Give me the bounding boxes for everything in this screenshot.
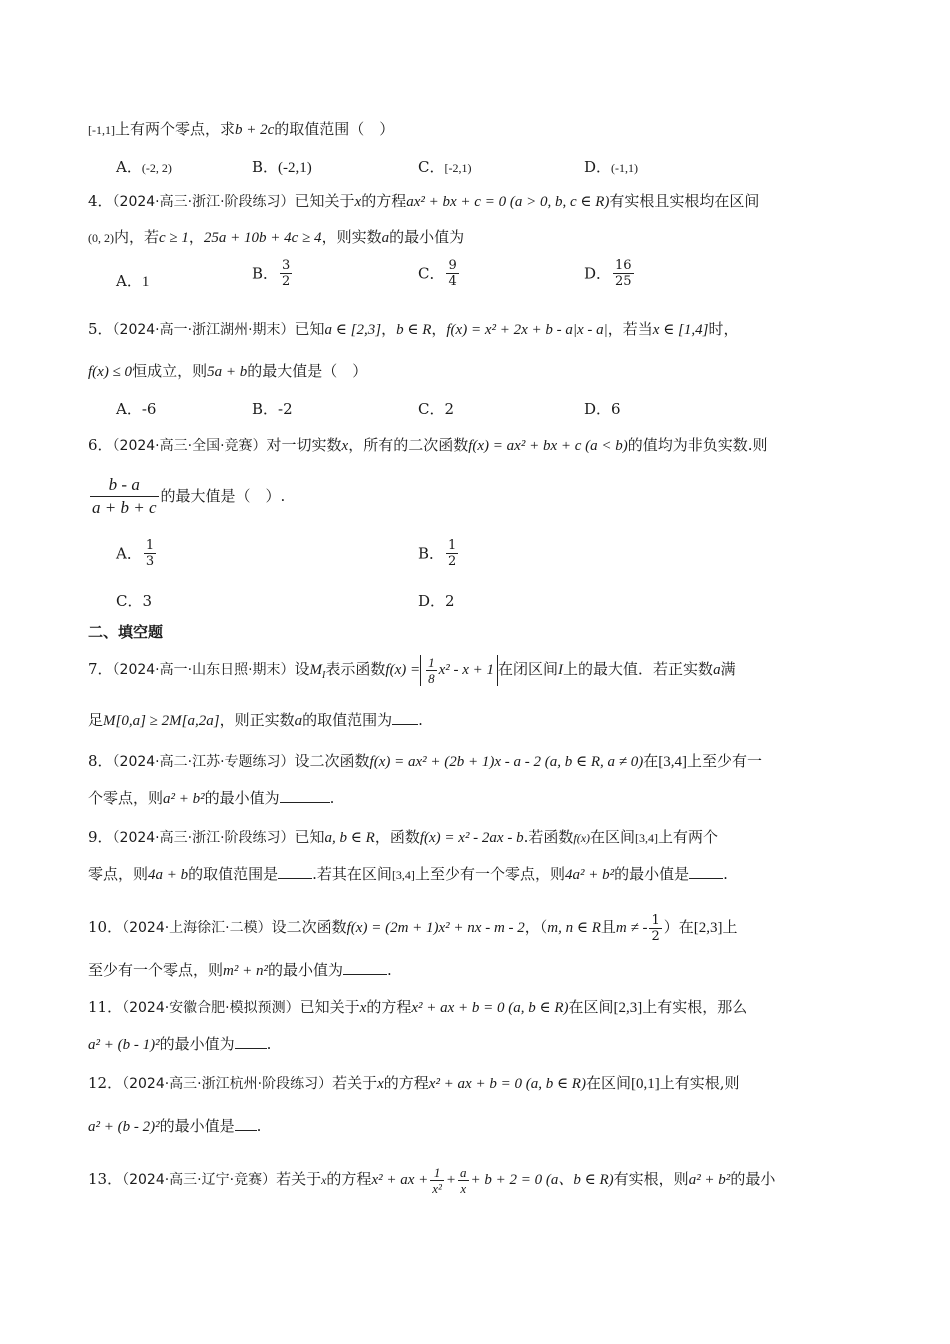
text-q4-t6: 的最小值为	[389, 228, 465, 246]
text-q4-t4: 内，若	[114, 228, 160, 246]
text-q4-options-2-label: C．	[418, 264, 445, 283]
text-q10-t3: 且	[600, 918, 616, 936]
text-q3-expr: b + 2c	[235, 122, 275, 138]
text-q12-var: x	[377, 1076, 384, 1092]
q5-option-d[interactable]	[584, 398, 621, 420]
text-q11-t4: 上有实根，那么	[642, 998, 748, 1016]
text-q9-line2_t3: .若其在区间	[312, 865, 392, 883]
text-q10-source: （2024·上海徐汇·二模）	[122, 920, 272, 936]
text-q5-cond_b: b ∈ R	[396, 322, 432, 338]
text-q4-eq: ax² + bx + c = 0 (a > 0, b, c ∈ R)	[406, 194, 610, 210]
q13-stem-line1	[88, 1162, 864, 1197]
text-q7-end: .	[418, 711, 423, 729]
text-q11-var: x	[359, 1000, 367, 1016]
q8-answer-blank[interactable]	[280, 786, 330, 803]
text-q7-cond: M[0,a] ≥ 2M[a,2a]	[103, 713, 220, 729]
text-q8-line2_end: 的最小值为	[204, 789, 280, 807]
text-q5-cond_a: a ∈ [2,3]	[324, 322, 382, 338]
q4-stem-line1	[88, 190, 864, 213]
text-q11-line2_end: 的最小值为	[159, 1035, 235, 1053]
text-q7-var_a: a	[713, 662, 721, 678]
text-q9-source: （2024·高三·浙江·阶段练习）	[112, 830, 295, 846]
text-q4-options-3-label: D．	[584, 264, 612, 283]
text-q11-end: .	[266, 1035, 272, 1053]
q5-option-a[interactable]	[116, 398, 156, 420]
text-q11-t2: 的方程	[366, 998, 412, 1016]
text-q9-func: f(x) = x² - 2ax - b	[419, 830, 524, 846]
q6-option-b[interactable]	[418, 538, 460, 569]
text-q8-line2_t: 个零点，则	[88, 789, 164, 807]
q11-stem-line2	[88, 1032, 864, 1056]
text-q7-abs_num: 1	[428, 655, 435, 671]
text-q9-t2: ，函数	[374, 828, 420, 846]
text-q3-options-3-label: D．	[584, 158, 612, 176]
text-q8-t2: 在	[643, 752, 659, 770]
text-q4-interval: (0, 2)	[88, 231, 114, 245]
text-q3-options-2-value: [-2,1)	[444, 161, 472, 175]
text-q9-cond: a, b ∈ R	[324, 830, 375, 846]
text-q9-expr1: 4a + b	[148, 867, 189, 883]
text-q10-t2: ，（	[524, 918, 548, 936]
text-q6-options-0-num: 1	[145, 538, 155, 553]
text-q7-var_I: I	[558, 662, 564, 678]
text-q7-t4: 上的最大值．若正实数	[563, 660, 714, 678]
q12-stem-line1	[88, 1072, 864, 1095]
q7-stem-line2	[88, 708, 864, 732]
text-q12-t2: 的方程	[383, 1074, 429, 1092]
text-q7-t5: 满	[720, 660, 736, 678]
text-q5-options-1-label: B．	[252, 400, 279, 418]
text-q10-cond2_left: m ≠ -	[615, 920, 648, 936]
q5-stem-line2	[88, 360, 864, 383]
q3-stem	[88, 118, 864, 141]
text-q8-end: .	[329, 789, 335, 807]
text-q5-line2_t: 恒成立，则	[132, 362, 208, 380]
q9-answer-blank-2[interactable]	[689, 862, 723, 879]
text-q7-sym_sub: I	[322, 670, 326, 681]
text-q9-line2_t4: 上至少有一个零点，则	[414, 865, 565, 883]
q4-option-b[interactable]	[252, 258, 294, 289]
text-q5-t3: 时，	[708, 320, 739, 338]
text-q10-line2_end: 的最小值为	[267, 961, 343, 979]
text-q9-expr2: 4a² + b²	[564, 867, 615, 883]
text-q13-t3: 有实根，则	[613, 1170, 689, 1188]
q5-option-b[interactable]	[252, 398, 293, 420]
q4-option-d[interactable]	[584, 258, 636, 289]
text-q5-line2_expr: f(x) ≤ 0	[88, 364, 133, 380]
q3-option-b[interactable]	[252, 156, 312, 179]
q4-option-a[interactable]	[116, 270, 149, 293]
text-q6-options-1-num: 1	[448, 538, 457, 553]
text-q7-t2: 表示函数	[325, 660, 386, 678]
text-q7-num: 7．	[88, 660, 113, 678]
text-q9-t5: 上有两个	[658, 828, 719, 846]
text-q10-cond1: m, n ∈ R	[547, 920, 601, 936]
text-q6-t1: 对一切实数	[266, 436, 342, 454]
text-q5-func: f(x) = x² + 2x + b - a|x - a|	[446, 322, 608, 338]
text-q10-cond2_num: 1	[651, 912, 660, 928]
text-q10-t5: 上	[722, 918, 738, 936]
text-q6-frac_num: b - a	[90, 474, 159, 497]
q3-option-c[interactable]	[418, 156, 471, 179]
text-q13-t2: 的方程	[326, 1170, 372, 1188]
text-q6-func: f(x) = ax² + bx + c (a < b)	[468, 438, 628, 454]
text-q12-eq: x² + ax + b = 0 (a, b ∈ R)	[428, 1076, 586, 1092]
q7-answer-blank[interactable]	[392, 708, 418, 725]
q4-stem-line2	[88, 226, 864, 249]
text-q11-eq: x² + ax + b = 0 (a, b ∈ R)	[411, 1000, 569, 1016]
text-q9-interval: [3,4]	[635, 831, 659, 845]
q12-answer-blank[interactable]	[235, 1114, 257, 1131]
text-q6-options-1-label: B．	[418, 544, 445, 563]
text-q10-interval: [2,3]	[693, 920, 723, 936]
q10-answer-blank[interactable]	[343, 958, 387, 975]
text-q3-options-2-label: C．	[418, 158, 445, 176]
text-q12-t4: 上有实根,则	[659, 1074, 740, 1092]
text-q4-cond2: 25a + 10b + 4c ≥ 4	[203, 230, 322, 246]
text-q6-frac_den: a + b + c	[92, 497, 157, 517]
text-q12-line2_end: 的最小值是	[159, 1117, 235, 1135]
text-q6-t2: ，所有的二次函数	[348, 436, 469, 454]
text-q6-options-2-value: 3	[142, 592, 153, 610]
text-q4-t5: ，则实数	[321, 228, 382, 246]
text-q4-var: x	[354, 194, 362, 210]
text-q5-options-2-label: C．	[418, 400, 445, 418]
text-q9-t3: .若函数	[523, 828, 574, 846]
text-q12-num: 12．	[88, 1074, 123, 1092]
text-q13-num: 13．	[88, 1170, 123, 1188]
text-q12-source: （2024·高三·浙江杭州·阶段练习）	[122, 1076, 333, 1092]
text-q6-options-3-value: 2	[445, 592, 455, 610]
q9-stem-line1	[88, 826, 864, 849]
text-q5-cond_x: x ∈ [1,4]	[652, 322, 709, 338]
text-q3-text_a: 上有两个零点，求	[115, 120, 236, 138]
text-q13-var: x	[321, 1173, 327, 1187]
text-q8-line2_expr: a² + b²	[163, 791, 205, 807]
q3-interval: [-1,1]	[88, 123, 115, 137]
q10-stem-line1	[88, 910, 864, 945]
text-q4-sep: ，	[188, 228, 204, 246]
q3-option-a[interactable]	[116, 156, 172, 179]
text-q8-t3: 上至少有一	[687, 752, 763, 770]
text-q4-num: 4．	[88, 192, 113, 210]
text-q13-t4: 的最小	[730, 1170, 776, 1188]
q12-stem-line2	[88, 1114, 864, 1138]
text-q5-source: （2024·高一·浙江湖州·期末）	[112, 322, 295, 338]
q6-option-d[interactable]	[418, 590, 455, 612]
text-q6-t4: 的最大值是（ ）.	[160, 487, 286, 505]
q9-answer-blank-1[interactable]	[278, 862, 312, 879]
text-q13-f2_den: x	[460, 1180, 467, 1196]
text-q7-var_a: a	[294, 713, 303, 729]
q6-option-c[interactable]	[116, 590, 152, 612]
text-q9-interval: [3,4]	[391, 868, 415, 882]
text-q4-options-2-num: 9	[448, 258, 457, 273]
text-q7-sym: M	[309, 662, 323, 678]
q6-stem-line2	[88, 470, 864, 521]
text-q5-options-3-label: D．	[584, 400, 612, 418]
text-q4-cond1: c ≥ 1	[159, 230, 189, 246]
text-q7-line2_end: 的取值范围为	[302, 711, 393, 729]
text-q13-expr: a² + b²	[688, 1172, 731, 1188]
text-q11-line2_expr: a² + (b - 1)²	[88, 1037, 160, 1053]
text-q11-t1: 已知关于	[299, 998, 360, 1016]
text-q6-num: 6．	[88, 436, 113, 454]
text-q5-options-1-value: -2	[278, 400, 293, 418]
text-q6-options-0-label: A．	[116, 544, 142, 563]
text-q4-options-1-num: 3	[282, 258, 291, 273]
q6-fraction	[90, 474, 159, 519]
text-q10-cond2_den: 2	[651, 928, 660, 944]
text-q4-options-1-den: 2	[282, 274, 291, 289]
text-q5-options-0-label: A．	[116, 400, 142, 418]
text-q6-source: （2024·高三·全国·竞赛）	[112, 438, 267, 454]
text-q8-func: f(x) = ax² + (2b + 1)x - a - 2 (a, b ∈ R, a ≠ 0)	[369, 754, 644, 770]
text-q5-num: 5．	[88, 320, 113, 338]
text-q3-text_b: 的取值范围（ ）	[274, 120, 395, 138]
text-q10-t1: 设二次函数	[271, 918, 347, 936]
text-q13-eq_b: + b + 2 = 0 (a、b ∈ R)	[470, 1172, 614, 1188]
text-q9-line2_t2: 的取值范围是	[188, 865, 279, 883]
q4-option-c[interactable]	[418, 258, 461, 289]
text-q4-options-3-num: 16	[615, 258, 632, 273]
text-q11-t3: 在区间	[568, 998, 614, 1016]
text-q10-line2_expr: m² + n²	[223, 963, 268, 979]
text-q6-options-2-label: C．	[116, 592, 143, 610]
text-q9-num: 9．	[88, 828, 113, 846]
text-q13-f2_num: a	[460, 1164, 467, 1180]
text-q6-options-0-den: 3	[145, 554, 155, 569]
text-q8-interval: [3,4]	[658, 754, 688, 770]
text-q6-options-1-den: 2	[448, 554, 457, 569]
text-q5-t1: 已知	[294, 320, 325, 338]
text-q5-options-0-value: -6	[141, 400, 157, 418]
section-title: 二、填空题	[88, 623, 164, 641]
text-q6-t3: 的值均为非负实数.则	[627, 436, 768, 454]
q5-option-c[interactable]	[418, 398, 454, 420]
text-q8-t1: 设二次函数	[294, 752, 370, 770]
text-q9-t4: 在区间	[590, 828, 636, 846]
text-q12-t3: 在区间	[585, 1074, 631, 1092]
text-q4-options-2-den: 4	[448, 274, 457, 289]
text-q3-options-3-value: (-1,1)	[611, 161, 639, 175]
text-q7-abs_rest: x² - x + 1	[438, 662, 495, 678]
text-q3-options-1-label: B．	[252, 158, 279, 176]
text-q10-func: f(x) = (2m + 1)x² + nx - m - 2	[346, 920, 525, 936]
q3-option-d[interactable]	[584, 156, 638, 179]
text-q10-end: .	[386, 961, 392, 979]
text-q13-f1_den: x²	[432, 1180, 442, 1196]
text-q5-options-2-value: 2	[444, 400, 455, 418]
text-q4-t1: 已知关于	[294, 192, 355, 210]
text-q5-target: 5a + b	[207, 364, 248, 380]
q9-stem-line2	[88, 862, 864, 886]
text-q13-source: （2024·高三·辽宁·竞赛）	[122, 1172, 277, 1188]
text-q13-plus: +	[445, 1172, 457, 1188]
text-q7-abs_den: 8	[428, 671, 435, 687]
text-q3-options-0-value: (-2, 2)	[141, 161, 172, 175]
q6-stem-line1	[88, 434, 864, 457]
text-q7-t1: 设	[294, 660, 310, 678]
text-q7-t3: 在闭区间	[498, 660, 559, 678]
text-q6-options-3-label: D．	[418, 592, 446, 610]
text-q6-var: x	[341, 438, 349, 454]
text-q4-options-1-label: B．	[252, 264, 279, 283]
text-q13-eq_a: x² + ax +	[371, 1172, 429, 1188]
text-q3-options-1-value: (-2,1)	[278, 160, 312, 176]
text-q13-f1_num: 1	[430, 1165, 444, 1181]
q6-option-a[interactable]	[116, 538, 158, 569]
text-q7-line2_start: 足	[88, 711, 104, 729]
text-q4-var_a: a	[381, 230, 390, 246]
text-q12-interval: [0,1]	[630, 1076, 660, 1092]
text-q5-line2_end: 的最大值是（ ）	[247, 362, 368, 380]
q11-answer-blank[interactable]	[235, 1032, 267, 1049]
text-q12-end: .	[256, 1117, 262, 1135]
text-q4-t2: 的方程	[361, 192, 407, 210]
text-q11-interval: [2,3]	[613, 1000, 643, 1016]
text-q4-options-3-den: 25	[615, 274, 632, 289]
text-q8-source: （2024·高二·江苏·专题练习）	[112, 754, 295, 770]
q7-stem-line1	[88, 654, 864, 691]
text-q5-t2: ，若当	[607, 320, 653, 338]
text-q3-options-0-label: A．	[116, 158, 142, 176]
text-q7-source: （2024·高一·山东日照·期末）	[112, 662, 295, 678]
text-q9-fx: f(x)	[573, 831, 591, 845]
text-q11-source: （2024·安徽合肥·模拟预测）	[122, 1000, 300, 1016]
text-q4-t3: 有实根且实根均在区间	[609, 192, 760, 210]
q11-stem-line1	[88, 996, 864, 1019]
text-q9-line2_t5: 的最小值是	[614, 865, 690, 883]
text-q9-end: .	[723, 865, 728, 883]
q8-stem-line2	[88, 786, 864, 810]
q5-stem-line1: 5．（2024·高一·浙江湖州·期末）已知a ∈ [2,3]，b ∈ R，f(x) = x² + 2x + b - a|x - a|，若当x ∈ [1,4]时，	[88, 320, 739, 338]
text-q11-num: 11．	[88, 998, 123, 1016]
text-q8-num: 8．	[88, 752, 113, 770]
text-q10-t4: ）在	[663, 918, 694, 936]
text-q7-func_left: f(x) =	[385, 662, 421, 678]
q4-source: （2024·高三·浙江·阶段练习）	[112, 194, 295, 210]
text-q4-options-0-value: 1	[141, 274, 150, 290]
text-q9-t1: 已知	[294, 828, 325, 846]
text-q5-options-3-value: 6	[611, 400, 621, 418]
text-q10-num: 10．	[88, 918, 123, 936]
text-q9-line2_t1: 零点，则	[88, 865, 149, 883]
text-q4-options-0-label: A．	[116, 272, 142, 290]
text-q10-line2_t: 至少有一个零点，则	[88, 961, 224, 979]
text-q7-line2_t: ，则正实数	[219, 711, 295, 729]
text-q12-line2_expr: a² + (b - 2)²	[88, 1119, 160, 1135]
text-q13-t1: 若关于	[276, 1170, 322, 1188]
text-q12-t1: 若关于	[332, 1074, 378, 1092]
q10-stem-line2	[88, 958, 864, 982]
q8-stem-line1	[88, 750, 864, 773]
